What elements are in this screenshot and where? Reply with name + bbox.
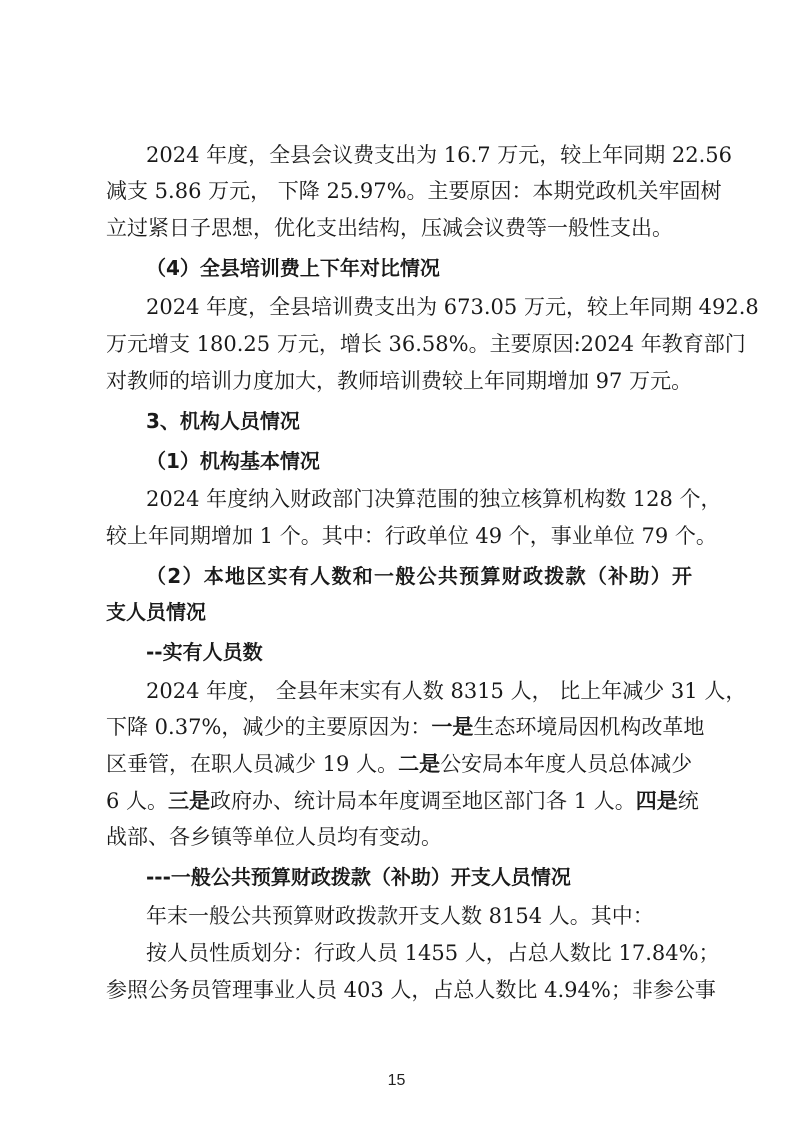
- budget-staff-paragraph-line-3: 参照公务员管理事业人员 403 人，占总人数比 4.94%；非参公事: [106, 978, 716, 1002]
- actual-staff-paragraph-line-2: [106, 712, 705, 742]
- point-three-label: 三是: [168, 789, 211, 813]
- training-paragraph-line-3: 对教师的培训力度加大，教师培训费较上年同期增加 97 万元。: [106, 369, 693, 393]
- training-paragraph-line-2: 万元增支 180.25 万元，增长 36.58%。主要原因:2024 年教育部门: [106, 332, 746, 356]
- budget-staff-paragraph-line-2: 按人员性质划分：行政人员 1455 人，占总人数比 17.84%；: [146, 941, 720, 965]
- training-paragraph-line-1: 2024 年度，全县培训费支出为 673.05 万元，较上年同期 492.8: [146, 295, 759, 319]
- staff-heading-line-1: （2）本地区实有人数和一般公共预算财政拨款（补助）开: [146, 564, 692, 588]
- meeting-paragraph-line-2: 减支 5.86 万元， 下降 25.97%。主要原因：本期党政机关牢固树: [106, 179, 722, 203]
- institution-paragraph-line-2: 较上年同期增加 1 个。其中：行政单位 49 个，事业单位 79 个。: [106, 524, 717, 548]
- actual-staff-text: 生态环境局因机构改革地: [473, 715, 705, 739]
- actual-staff-text: 统: [677, 789, 699, 813]
- actual-staff-text: 公安局本年度人员总体减少: [440, 752, 693, 776]
- institution-paragraph-line-1: 2024 年度纳入财政部门决算范围的独立核算机构数 128 个，: [146, 487, 722, 511]
- budget-staff-paragraph-line-1: 年末一般公共预算财政拨款开支人数 8154 人。其中：: [146, 904, 654, 928]
- meeting-paragraph-line-3: 立过紧日子思想，优化支出结构，压减会议费等一般性支出。: [106, 216, 673, 240]
- actual-staff-text: 政府办、统计局本年度调至地区部门各 1 人。: [210, 789, 636, 813]
- actual-staff-paragraph-line-4: [106, 786, 699, 816]
- point-two-label: 二是: [398, 752, 441, 776]
- point-four-label: 四是: [635, 789, 678, 813]
- actual-staff-paragraph-line-3: [106, 749, 692, 779]
- staff-heading-line-2: 支人员情况: [106, 600, 206, 624]
- training-heading: （4）全县培训费上下年对比情况: [146, 256, 440, 280]
- institution-heading: （1）机构基本情况: [146, 449, 320, 473]
- actual-staff-text: 区垂管，在职人员减少 19 人。: [106, 752, 399, 776]
- meeting-paragraph-line-1: 2024 年度，全县会议费支出为 16.7 万元，较上年同期 22.56: [146, 143, 733, 167]
- section-3-heading: 3、机构人员情况: [146, 409, 300, 433]
- budget-staff-heading: ---一般公共预算财政拨款（补助）开支人员情况: [146, 865, 571, 889]
- page-number: 15: [387, 1072, 406, 1089]
- actual-staff-text: 下降 0.37%，减少的主要原因为：: [106, 715, 432, 739]
- point-one-label: 一是: [431, 715, 474, 739]
- actual-staff-text: 6 人。: [106, 789, 169, 813]
- actual-staff-heading: --实有人员数: [146, 640, 263, 664]
- actual-staff-paragraph-line-5: 战部、各乡镇等单位人员均有变动。: [106, 825, 442, 849]
- actual-staff-paragraph-line-1: 2024 年度， 全县年末实有人数 8315 人， 比上年减少 31 人，: [146, 679, 747, 703]
